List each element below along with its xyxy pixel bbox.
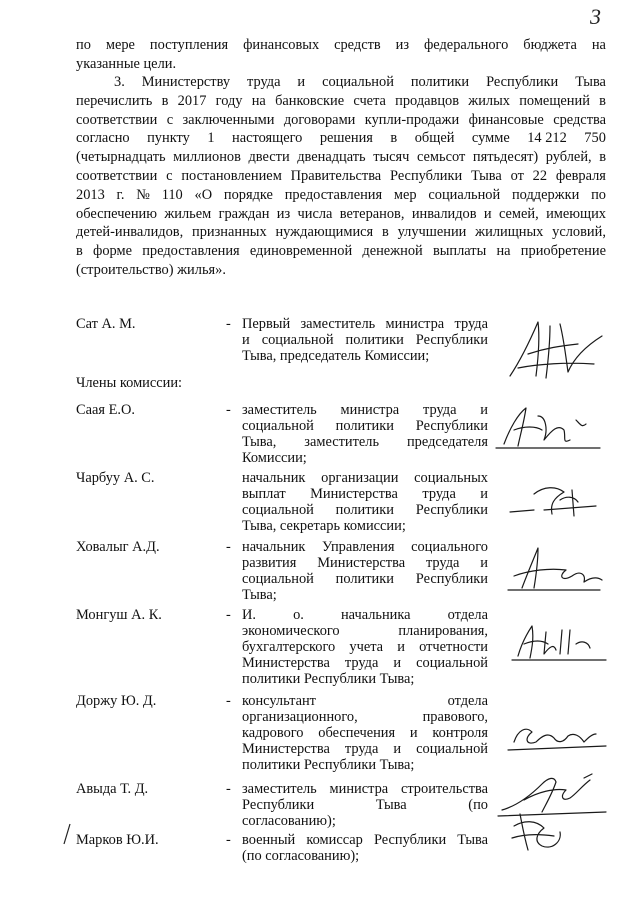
word: политики <box>335 571 394 587</box>
signature-dorzhu <box>504 712 610 758</box>
word: труда <box>344 655 379 671</box>
word: тысяч <box>373 149 410 166</box>
word: (по <box>468 797 488 813</box>
text-line <box>76 223 606 242</box>
word: по <box>76 37 91 53</box>
word: начальника <box>340 607 411 623</box>
word: заместитель <box>242 402 317 418</box>
text-line <box>242 797 488 813</box>
word: финансовых <box>243 37 320 53</box>
word: предоставления <box>284 186 383 203</box>
text-line <box>242 639 488 655</box>
member-dash: - <box>226 607 231 623</box>
word: договорами <box>283 111 356 128</box>
word: условий, <box>552 224 606 241</box>
word: отчетности <box>419 639 488 655</box>
word: министра <box>385 316 445 332</box>
member-name: Ховалыг А.Д. <box>76 539 160 555</box>
member-role <box>242 470 488 534</box>
member-name: Саая Е.О. <box>76 402 135 418</box>
word: политики <box>335 418 394 434</box>
word: году <box>215 92 243 109</box>
text-line <box>76 111 606 130</box>
word: № <box>136 186 150 203</box>
word: имеющих <box>546 205 606 222</box>
word: и <box>480 486 488 502</box>
text-line <box>242 607 488 623</box>
signature-sat <box>498 318 608 380</box>
word: Республики <box>415 502 488 518</box>
word: планирования, <box>398 623 488 639</box>
text-line <box>76 205 606 224</box>
page-number: 3 <box>590 4 601 29</box>
word: политики Республики Тыва; <box>242 671 415 687</box>
text-line <box>242 848 488 864</box>
text-line <box>242 486 488 502</box>
word: Республики <box>415 332 488 348</box>
member-role <box>242 832 488 864</box>
text-line <box>242 832 488 848</box>
word: Республики <box>242 797 315 813</box>
word: (четырнадцать <box>76 149 166 166</box>
word: денежной <box>362 243 423 260</box>
word: настоящего <box>232 130 303 147</box>
word: пятьдесят) <box>472 149 539 166</box>
text-line <box>242 741 488 757</box>
word: Тыва <box>575 74 606 90</box>
word: выплаты <box>432 243 487 260</box>
word: из <box>395 37 410 53</box>
text-line <box>242 655 488 671</box>
word: 2017 <box>177 92 207 109</box>
word: купли-продажи <box>364 111 460 128</box>
word: начальник <box>242 539 306 555</box>
word: развития <box>242 555 297 571</box>
word: 14 212 <box>527 130 567 147</box>
word: строительства <box>400 781 488 797</box>
word: Первый <box>242 316 291 332</box>
word: и <box>393 741 402 757</box>
member-role <box>242 607 488 687</box>
word: от <box>510 167 524 184</box>
word: председателя <box>406 434 488 450</box>
word: о. <box>293 607 304 623</box>
signature-mongush <box>510 622 610 664</box>
member-dash: - <box>226 832 231 848</box>
word: социальной <box>242 502 314 518</box>
word: социальной <box>416 655 488 671</box>
word: труда <box>423 402 457 418</box>
word: заключенными <box>182 111 275 128</box>
word: и <box>397 639 405 655</box>
word: соответствии <box>76 167 158 184</box>
word: в <box>599 92 606 109</box>
word: контроля <box>432 725 488 741</box>
text-line <box>76 92 606 111</box>
word: согласно <box>76 130 130 147</box>
word: военный <box>242 832 296 848</box>
word: социальных <box>414 470 488 486</box>
word: Управления <box>322 539 395 555</box>
word: сумме <box>471 130 510 147</box>
text-line <box>242 623 488 639</box>
word: министра <box>329 781 389 797</box>
word: Правительства <box>290 167 382 184</box>
word: банковские <box>275 92 345 109</box>
word: политики <box>345 332 404 348</box>
word: политики <box>410 74 470 90</box>
word: труда <box>247 74 281 90</box>
word: социальной <box>416 741 488 757</box>
word: 110 <box>161 186 183 203</box>
word: общей <box>414 130 455 147</box>
word: поддержки <box>511 186 580 203</box>
word: семьсот <box>416 149 466 166</box>
word: начальник <box>242 470 306 486</box>
word: пункту <box>147 130 190 147</box>
word: социальной <box>322 74 394 90</box>
member-role <box>242 316 488 364</box>
word: граждан <box>218 205 270 222</box>
text-line <box>76 36 606 55</box>
word: выплат <box>242 486 286 502</box>
word: в <box>390 130 398 147</box>
word: политики Республики Тыва; <box>242 757 415 773</box>
word: указанные цели. <box>76 55 177 72</box>
margin-mark <box>60 822 74 846</box>
text-line <box>242 434 488 450</box>
word: нуждающимися <box>275 224 374 241</box>
word: и <box>480 402 488 418</box>
word: организационного, <box>242 709 358 725</box>
word: И. <box>242 607 256 623</box>
word: социальной <box>428 186 501 203</box>
text-line <box>242 757 488 773</box>
word: с <box>166 111 174 128</box>
text-line <box>242 709 488 725</box>
word: семей, <box>498 205 539 222</box>
word: бюджета <box>523 37 577 53</box>
word: Республики <box>373 832 447 848</box>
word: Министерства <box>317 555 406 571</box>
text-line <box>242 418 488 434</box>
member-role <box>242 539 488 603</box>
word: труда <box>425 555 460 571</box>
word: и <box>480 555 488 571</box>
member-role <box>242 781 488 829</box>
word: труда <box>422 486 456 502</box>
word: постановлением <box>181 167 282 184</box>
word: Республики <box>390 167 463 184</box>
member-dash: - <box>226 539 231 555</box>
word: продавцов <box>395 92 460 109</box>
word: детей-инвалидов, <box>76 224 184 241</box>
text-line <box>242 332 488 348</box>
word: Тыва; <box>242 587 277 603</box>
word: Министерства <box>242 655 330 671</box>
word: 1 <box>207 130 215 147</box>
member-dash: - <box>226 402 231 418</box>
word: социальной <box>242 571 314 587</box>
word: 750 <box>584 130 606 147</box>
member-name: Монгуш А. К. <box>76 607 162 623</box>
text-line <box>242 571 488 587</box>
text-line <box>76 186 606 205</box>
word: жильем <box>164 205 212 222</box>
word: заместитель <box>304 434 380 450</box>
members-label: Члены комиссии: <box>76 375 183 391</box>
word: г. <box>116 186 125 203</box>
member-name: Авыда Т. Д. <box>76 781 149 797</box>
word: финансовые <box>468 111 544 128</box>
word: ветеранов, <box>339 205 405 222</box>
word: обеспечения <box>318 725 396 741</box>
word: организации <box>321 470 399 486</box>
word: в <box>161 92 169 109</box>
member-role <box>242 693 488 773</box>
text-line <box>242 555 488 571</box>
word: социальной <box>242 418 314 434</box>
word: труда <box>344 741 379 757</box>
word: рублей, <box>545 149 592 166</box>
text-line <box>242 348 488 364</box>
word: федерального <box>423 37 509 53</box>
word: труда <box>454 316 488 332</box>
word: с <box>166 167 173 184</box>
word: приобретение <box>520 243 606 260</box>
word: заместитель <box>300 316 376 332</box>
word: жилых <box>468 92 510 109</box>
word: Тыва <box>375 797 407 813</box>
member-name: Доржу Ю. Д. <box>76 693 157 709</box>
word: двести <box>248 149 290 166</box>
word: счета <box>353 92 386 109</box>
text-line <box>242 725 488 741</box>
word: кадрового <box>242 725 304 741</box>
word: согласованию); <box>242 813 336 829</box>
word: и <box>393 655 402 671</box>
text-line <box>242 539 488 555</box>
word: порядке <box>223 186 273 203</box>
word: улучшении <box>397 224 467 241</box>
word: бухгалтерского <box>242 639 336 655</box>
word: поступления <box>149 37 229 53</box>
word: признанных <box>192 224 267 241</box>
word: мере <box>105 37 135 53</box>
word: в <box>382 224 389 241</box>
word: из <box>276 205 291 222</box>
word: правового, <box>422 709 488 725</box>
word: отдела <box>447 693 488 709</box>
word: по <box>591 186 606 203</box>
text-line <box>76 148 606 167</box>
word: и <box>242 332 250 348</box>
text-line <box>76 73 606 92</box>
word: (строительство) жилья». <box>76 261 226 278</box>
text-line <box>242 502 488 518</box>
word: заместитель <box>242 781 317 797</box>
word: министра <box>340 402 400 418</box>
text-line <box>76 261 606 280</box>
word: в <box>599 149 606 166</box>
word: Тыва, секретарь комиссии; <box>242 518 406 534</box>
word: в <box>76 243 83 260</box>
word: инвалидов <box>411 205 477 222</box>
word: соответствии <box>76 111 158 128</box>
word: 22 <box>532 167 548 184</box>
word: помещений <box>519 92 590 109</box>
text-line <box>242 671 488 687</box>
word: и <box>409 725 418 741</box>
signature-charbuu <box>504 476 604 520</box>
member-name: Чарбуу А. С. <box>76 470 155 486</box>
word: Министерства <box>242 741 330 757</box>
member-role <box>242 402 488 466</box>
word: средства <box>553 111 606 128</box>
text-line <box>76 55 606 74</box>
word: Комиссии; <box>242 450 307 466</box>
member-dash: - <box>226 781 231 797</box>
word: учета <box>349 639 384 655</box>
word: Республики <box>415 571 488 587</box>
word: единовременной <box>249 243 353 260</box>
word: Министерства <box>310 486 398 502</box>
word: средств <box>334 37 381 53</box>
signature-saaya <box>490 400 610 452</box>
text-line <box>242 402 488 418</box>
word: Тыва <box>457 832 488 848</box>
word: февраля <box>555 167 606 184</box>
word: миллионов <box>173 149 241 166</box>
word: Тыва <box>471 167 502 184</box>
text-line <box>76 167 606 186</box>
word: 3. <box>114 74 125 90</box>
text-line <box>242 813 488 829</box>
word: Республики <box>415 418 488 434</box>
paragraph-end <box>76 36 606 74</box>
word: обеспечению <box>76 205 157 222</box>
signature-khovalyg <box>500 540 610 594</box>
word: политики <box>335 502 394 518</box>
text-line <box>242 518 488 534</box>
word: и <box>297 74 306 90</box>
member-dash: - <box>226 316 231 332</box>
text-line <box>242 693 488 709</box>
word: на <box>251 92 266 109</box>
word: числа <box>297 205 333 222</box>
text-line <box>242 587 488 603</box>
word: Министерству <box>141 74 231 90</box>
word: двенадцать <box>297 149 366 166</box>
word: предоставления <box>142 243 240 260</box>
word: социальной <box>261 332 334 348</box>
text-line <box>76 242 606 261</box>
word: Тыва, <box>242 434 277 450</box>
text-line <box>242 781 488 797</box>
word: на <box>591 37 606 53</box>
word: и <box>483 205 492 222</box>
member-name: Сат А. М. <box>76 316 136 332</box>
paragraph-3 <box>76 73 606 280</box>
signature-markov <box>500 806 590 854</box>
word: Тыва, председатель Комиссии; <box>242 348 430 364</box>
word: консультант <box>242 693 316 709</box>
word: комиссар <box>306 832 363 848</box>
text-line <box>242 316 488 332</box>
word: решения <box>319 130 373 147</box>
word: Республики <box>486 74 559 90</box>
text-line <box>242 470 488 486</box>
word: форме <box>93 243 133 260</box>
word: отдела <box>447 607 488 623</box>
text-line <box>76 129 606 148</box>
word: социального <box>411 539 488 555</box>
word: перечислить <box>76 92 153 109</box>
word: (по согласованию); <box>242 848 360 864</box>
word: «О <box>194 186 213 203</box>
word: 2013 <box>76 186 105 203</box>
member-dash: - <box>226 693 231 709</box>
text-line <box>242 450 488 466</box>
word: на <box>496 243 511 260</box>
word: мер <box>393 186 417 203</box>
word: экономического <box>242 623 340 639</box>
member-name: Марков Ю.И. <box>76 832 159 848</box>
word: жилищных <box>475 224 544 241</box>
